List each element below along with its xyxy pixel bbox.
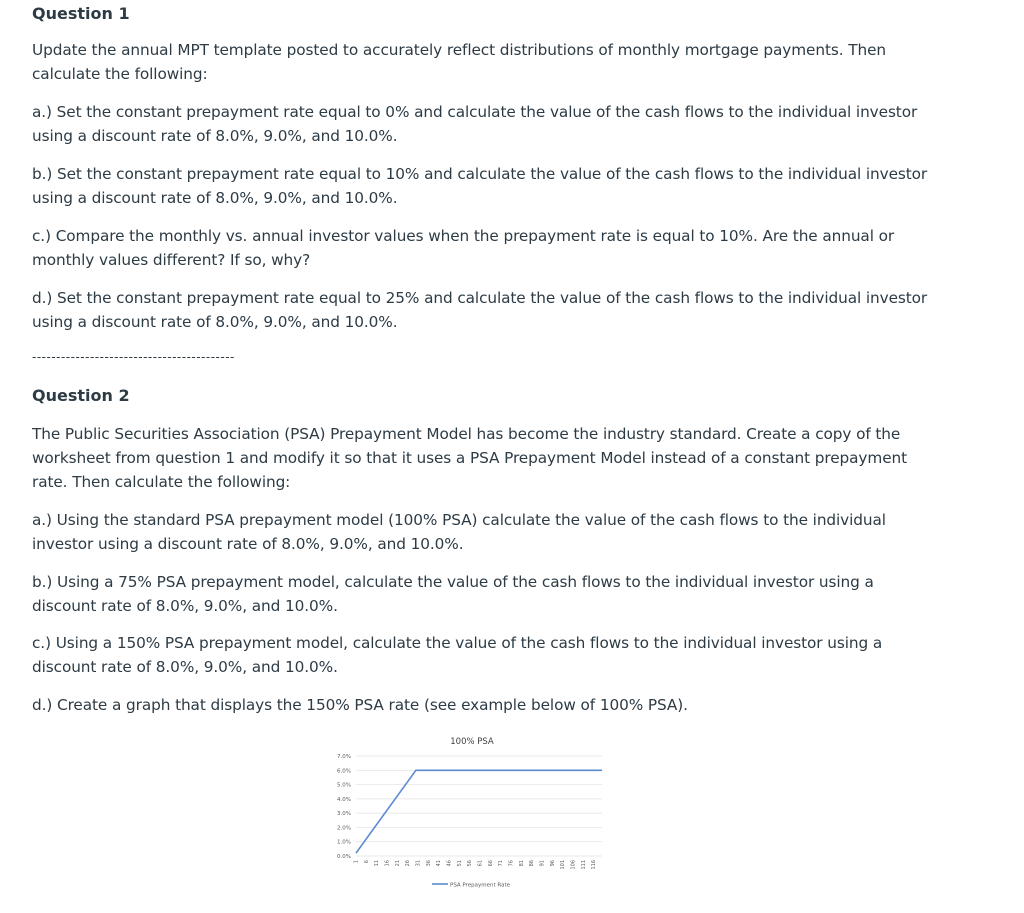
x-tick-label: 86 xyxy=(529,860,536,867)
question2-item-b: b.) Using a 75% PSA prepayment model, calculate the value of the cash flows to the individual investor using a discount rate of 8.0%, 9.0%, and 10.0%. xyxy=(32,573,874,615)
question2-intro: The Public Securities Association (PSA) Prepayment Model has become the industry standard. Create a copy of the worksheet from question 1 and modify it so that it uses a PSA Prepayment Model instead of a constant prepayment rate. Then calculate the following: xyxy=(32,425,907,491)
chart-legend xyxy=(432,883,511,889)
section-divider: ------------------------------------------ xyxy=(32,350,235,364)
x-tick-label: 91 xyxy=(539,860,546,867)
chart-title: 100% PSA xyxy=(450,737,494,747)
series-line xyxy=(356,770,602,853)
x-tick-label: 106 xyxy=(570,860,577,870)
psa-chart xyxy=(320,728,620,896)
chart-series xyxy=(356,770,602,853)
x-tick-label: 6 xyxy=(363,860,370,864)
question1-item-c: c.) Compare the monthly vs. annual investor values when the prepayment rate is equal to 10%. Are the annual or monthly values different? If so, why? xyxy=(32,227,895,269)
y-tick-label: 6.0% xyxy=(337,768,351,775)
x-tick-label: 26 xyxy=(405,860,412,867)
x-tick-label: 116 xyxy=(591,860,598,870)
x-tick-label: 1 xyxy=(353,860,360,864)
question2-item-c: c.) Using a 150% PSA prepayment model, calculate the value of the cash flows to the individual investor using a discount rate of 8.0%, 9.0%, and 10.0%. xyxy=(32,634,883,676)
x-tick-label: 61 xyxy=(477,860,484,867)
x-tick-label: 81 xyxy=(518,860,525,867)
x-tick-label: 76 xyxy=(508,860,515,867)
x-tick-label: 46 xyxy=(446,860,453,867)
x-tick-label: 51 xyxy=(456,860,463,867)
chart-x-ticks xyxy=(354,860,598,870)
y-tick-label: 0.0% xyxy=(337,854,351,860)
y-tick-label: 7.0% xyxy=(337,754,351,760)
chart-y-ticks xyxy=(337,754,351,860)
y-tick-label: 4.0% xyxy=(337,796,351,803)
question1-intro: Update the annual MPT template posted to accurately reflect distributions of monthly mortgage payments. Then calculate the following: xyxy=(32,41,886,83)
x-tick-label: 16 xyxy=(384,860,391,867)
x-tick-label: 21 xyxy=(394,860,401,867)
x-tick-label: 71 xyxy=(498,860,505,867)
x-tick-label: 111 xyxy=(580,860,587,870)
x-tick-label: 96 xyxy=(549,860,556,867)
y-tick-label: 3.0% xyxy=(337,811,351,818)
question1-item-b: b.) Set the constant prepayment rate equal to 10% and calculate the value of the cash flows to the individual investor using a discount rate of 8.0%, 9.0%, and 10.0%. xyxy=(32,165,928,207)
question1-item-d: d.) Set the constant prepayment rate equal to 25% and calculate the value of the cash flows to the individual investor using a discount rate of 8.0%, 9.0%, and 10.0%. xyxy=(32,289,928,331)
x-tick-label: 66 xyxy=(487,860,494,867)
legend-label: PSA Prepayment Rate xyxy=(450,882,511,889)
y-tick-label: 2.0% xyxy=(337,825,351,832)
y-tick-label: 5.0% xyxy=(337,782,351,789)
x-tick-label: 11 xyxy=(374,860,381,867)
question2-item-a: a.) Using the standard PSA prepayment model (100% PSA) calculate the value of the cash flows to the individual investor using a discount rate of 8.0%, 9.0%, and 10.0%. xyxy=(32,511,886,553)
x-tick-label: 101 xyxy=(560,860,567,870)
y-tick-label: 1.0% xyxy=(337,839,351,846)
x-tick-label: 56 xyxy=(467,860,474,867)
question1-title: Question 1 xyxy=(32,4,130,23)
x-tick-label: 41 xyxy=(436,860,443,867)
psa-chart-svg xyxy=(320,728,620,896)
question2-item-d: d.) Create a graph that displays the 150% PSA rate (see example below of 100% PSA). xyxy=(32,696,688,714)
x-tick-label: 36 xyxy=(425,860,432,867)
question2-title: Question 2 xyxy=(32,386,130,405)
x-tick-label: 31 xyxy=(415,860,422,867)
question1-item-a: a.) Set the constant prepayment rate equal to 0% and calculate the value of the cash flows to the individual investor using a discount rate of 8.0%, 9.0%, and 10.0%. xyxy=(32,103,918,145)
